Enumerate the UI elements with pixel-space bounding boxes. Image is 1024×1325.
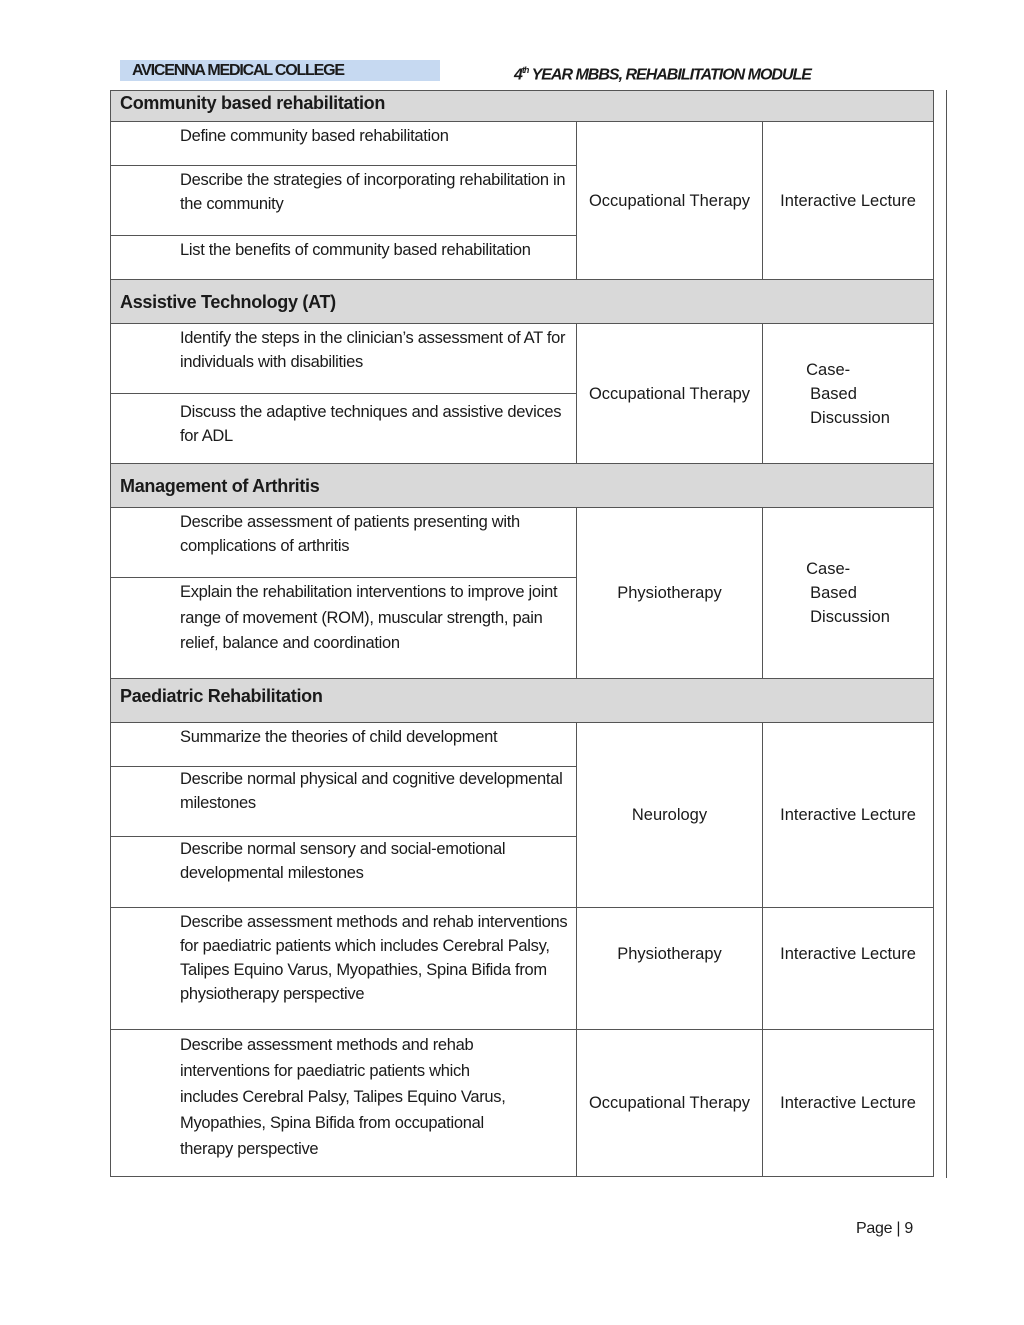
section-title: Paediatric Rehabilitation (111, 679, 934, 723)
department-cell: Physiotherapy (577, 908, 763, 1030)
objective-cell: Describe normal sensory and social-emotional developmental milestones (111, 837, 577, 908)
objective-cell: Explain the rehabilitation interventions to improve joint range of movement (ROM), muscular strength, pain relief, balance and coordination (111, 578, 577, 679)
curriculum-table-wrapper (110, 90, 948, 1177)
objective-cell: Describe assessment methods and rehab interventions for paediatric patients which includes Cerebral Palsy, Talipes Equino Varus, Myopathies, Spina Bifida from physiotherapy perspective (111, 908, 577, 1030)
college-name: AVICENNA MEDICAL COLLEGE (120, 60, 440, 81)
department-cell: Occupational Therapy (577, 324, 763, 464)
objective-cell: Describe assessment methods and rehab interventions for paediatric patients which includes Cerebral Palsy, Talipes Equino Varus, Myopathies, Spina Bifida from occupational therapy perspective (111, 1030, 577, 1177)
department-cell: Physiotherapy (577, 508, 763, 679)
teaching-method-cell: Interactive Lecture (763, 723, 934, 908)
year-number: 4 (514, 66, 522, 84)
method-line: Case- (806, 560, 851, 578)
objective-cell: Describe the strategies of incorporating rehabilitation in the community (111, 166, 577, 236)
objective-cell: List the benefits of community based rehabilitation (111, 236, 577, 280)
section-title: Community based rehabilitation (111, 91, 934, 122)
teaching-method-cell: Interactive Lecture (763, 122, 934, 280)
curriculum-table (110, 90, 934, 1177)
method-line: Case- (806, 360, 851, 379)
case-based-discussion (806, 557, 890, 629)
case-based-discussion (806, 358, 890, 430)
section-header-row (111, 679, 934, 723)
objective-cell: Define community based rehabilitation (111, 122, 577, 166)
section-header-row (111, 280, 934, 324)
module-title (514, 60, 811, 85)
method-line: Discussion (810, 408, 890, 427)
objective-cell: Summarize the theories of child development (111, 723, 577, 767)
page-number: 9 (904, 1220, 913, 1237)
objective-row (111, 122, 934, 166)
method-line: Based (810, 384, 857, 403)
page-label: Page | (856, 1220, 901, 1237)
objective-row (111, 508, 934, 578)
department-cell: Occupational Therapy (577, 122, 763, 280)
teaching-method-cell (763, 508, 934, 679)
objective-row (111, 1030, 934, 1177)
section-title: Management of Arthritis (111, 464, 934, 508)
table-right-border (946, 90, 947, 1178)
page-footer (856, 1220, 913, 1238)
teaching-method-cell (763, 324, 934, 464)
teaching-method-cell: Interactive Lecture (763, 1030, 934, 1177)
objective-row (111, 908, 934, 1030)
objective-cell: Identify the steps in the clinician’s assessment of AT for individuals with disabilities (111, 324, 577, 394)
method-line: Discussion (810, 608, 890, 626)
department-cell: Neurology (577, 723, 763, 908)
department-cell: Occupational Therapy (577, 1030, 763, 1177)
method-line: Based (810, 584, 857, 602)
module-name: YEAR MBBS, REHABILITATION MODULE (531, 66, 811, 84)
section-header-row (111, 464, 934, 508)
year-superscript: th (521, 65, 529, 75)
objective-cell: Discuss the adaptive techniques and assistive devices for ADL (111, 394, 577, 464)
teaching-method-cell: Interactive Lecture (763, 908, 934, 1030)
objective-row (111, 723, 934, 767)
objective-row (111, 324, 934, 394)
section-header-row (111, 91, 934, 122)
objective-cell: Describe assessment of patients presenting with complications of arthritis (111, 508, 577, 578)
objective-cell: Describe normal physical and cognitive developmental milestones (111, 767, 577, 837)
section-title: Assistive Technology (AT) (111, 280, 934, 324)
